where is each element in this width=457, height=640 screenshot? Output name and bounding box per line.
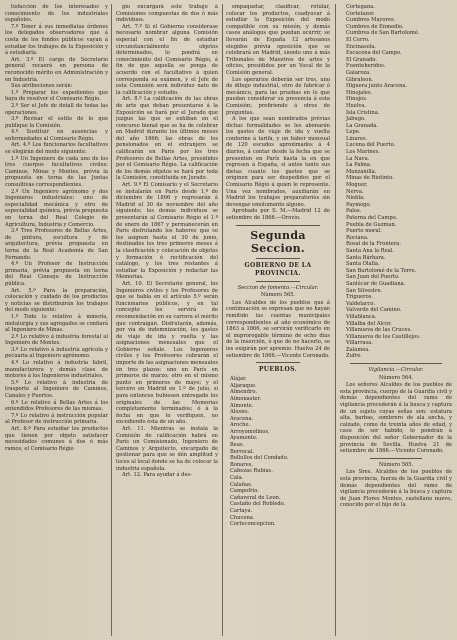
list-item: Ayamonte. [230,435,258,442]
list-item: Cala. [230,475,244,482]
list-item: Cumbres de Enmedio. [346,23,404,30]
paragraph: 1.º Todo lo relativo á minería, metalurgia y sus agregados se confiará al Ingeniero de Minas. [5,313,108,334]
list-item: Villarrasa. [346,340,373,347]
paragraph: 6.º Lo relativo á Bellas Artes á los entendidos Profesores de las mismas. [5,399,108,413]
paragraph: Art. 9.º El Comisario y el Secretario se instalarán en París desde 1.º de diciembre de 1866 y regresarán á Madrid el 30 de noviembre del año siguiente; los demás individuos se presentarán al Comisario Régio el 1.º de enero de 1867 y permanecerán en París disfrutando los haberes que se les asignen hasta el 30 de junio, destinados los tres primeros meses á la clasificación y colocación de objetos y formación ó rectificación del catálogo, y los tres restantes á estudiar la Exposición y redactar las Memorias. [116,182,218,281]
list-item: San Bartolomé de la Torre. [346,267,417,274]
paragraph: Art. 7.º Si el Gobierno considerase necesario nombrar alguna Comisión especial con el fin de estudiar circunstancialmente objetos determinados, lo pondrá en conocimiento del Comisario Régio, á fin de que aquella se ponga de acuerdo con el facultativo á quien corresponda su exámen, y el Jefe de esta Comisión será individuo nato de la calificación y estudio. [116,23,218,96]
list-item: Santa Ana la Real. [346,247,394,254]
paragraph: Sus atribuciones serán: [11,83,73,90]
circular-number: Número 565. [260,292,296,299]
paragraph: tisfacción de los interesados y conocimiento de los industriales españoles. [5,4,108,24]
circular-heading: Vigilancia.—Circular. [368,367,424,374]
list-item: Minas de Riotinto. [346,175,394,182]
paragraph: 2.º Un Ingeniero agrónomo y dos Ingenieros industriales: uno de especialidad mecánica y otro de especialidad química, prévia propuesta en terna del Real Colegio de Agricultura, Industria y Comercio. [5,188,108,228]
list-item: San Silvestre. [346,287,383,294]
paragraph: 3.º Revisar el estilo de lo que publique la Comisión. [5,116,108,129]
list-item: Alájar. [230,376,247,383]
list-item: Jabugo. [346,116,366,123]
list-item: Paymogo. [346,201,372,208]
circular-body: Los señores Alcaldes de los pueblos de esta provincia, cuerpo de la Guardia civil y demás dependientes del ramo de vigilancia procederán á la busca y captura de un sujeto cuyas señas son: estatura alta, barbas, sombrero de ala ancha, y calzado, como de treinta años de edad, y caso de ser habido, lo pondrán á disposición del señor Gobernador de la provincia de Sevilla. Huelva 21 de setiembre de 1866.—Vicente Coronado. [340,382,452,455]
list-item: Corteconcepcion. [230,521,276,528]
circular-number: Número 565. [378,461,414,468]
list-item: Huelva. [346,102,367,109]
list-item: Zufre. [346,353,362,360]
list-item: Castaño del Robledo. [230,501,286,508]
list-item: Paterna del Campo. [346,215,398,221]
list-item: Almonte. [230,402,254,409]
list-item: Cumbres de San Bartolomé. [346,30,420,37]
list-item: Bonares. [230,461,254,468]
list-item: Campofrio. [230,488,259,495]
text-column-4 [340,4,452,636]
list-item: Cumbres Mayores. [346,17,396,24]
paragraph: 1.º Un Ingeniero de cada uno de los tres cuerpos facultativos civiles: Caminos, Minas y Montes, prévia la propuesta en terna de las Juntas consultivas correspondientes. [5,155,108,189]
list-item: Aroche. [230,422,251,429]
paragraph: Art. 10. El Secretario general, los Ingenieros civiles y los Profesores de que se habla en el artículo 5.º serán funcionarios públicos, y en tal concepto les servirá de recomendación en su carrera el mérito que contraigan. Disfrutarán, además, por vía de indemnización, los gastos de viaje de ida y vuelta y las asignaciones mensuales que el Gobierno señale. Los Ingenieros civiles y los Profesores cobrarán el importe de las asignaciones mensuales en tres plazos: uno en París en primeros de marzo; otro en el mismo punto en primeros de mayo; y el tercero en Madrid en 1.º de julio, si para entonces hubiesen entregado los originales de las Memorias completamente terminados; ó á la fecha en que lo verifiquen, no excediendo ésta de un año. [116,280,218,426]
section-divider [256,362,300,363]
paragraph: 7.º Tener á sus inmediatas órdenes los delegados observadores que á costa de los fondos públicos vayan á estudiar los trabajos de la Exposición y á estudiarla. [5,23,108,57]
list-item: Valverde del Camino. [346,307,402,314]
list-item: Lepe. [346,129,361,136]
list-item: Encinasola. [346,43,377,50]
list-item: Cañaveral de Leon. [230,494,281,501]
list-item: El Granado. [346,56,377,63]
column-rule [222,4,223,636]
list-item: El Cerro. [346,36,370,43]
pueblos-list-continued [340,4,452,360]
circular-body: Los Sres. Alcaldes de los pueblos de esta provincia, fuerza de la Guardia civil y demás dependientes del ramo de vigilancia procederán á la busca y captura de Juan Flores Montes, castellano nuevo, conocido por el hijo de la [340,469,452,509]
paragraph: 4.º Un Profesor de Instrucción primaria, prévia propuesta en terna del Real Consejo de Instrucción pública. [5,261,108,287]
list-item: Villalba del Alcor. [346,320,392,327]
list-item: Almendro. [230,389,257,396]
list-item: Santa Bárbara. [346,254,386,261]
list-item: Sanlúcar de Guadiana. [346,280,406,287]
paragraph: empaquetar, clasificar, rotular, colocar los productos, coadyuvar á estudiar la Exposición del modo compatible con su misión, y demás casos análogos que puedan ocurrir, se llevarán de España 12 artesanos elegidos prévia oposición que se celebrará en Madrid, siendo uno á más Tribunales de Maestros de artes y oficios, presididos por un Vocal de la Comisión general. [226,4,330,76]
paragraph: Art. 11. Mientras se instala la Comisión de calificación habrá en París un Comisionado, Ingeniero de Caminos y Arquitecto, encargado de gestionar para que se dén amplitud y luces al local donde se ha de colocar la industria española. [116,426,218,472]
paragraph: 3.º Tres Profesores de Bellas Artes, de pintura, escultura y de arquitectura, prévia propuesta en terna de la Real Academia de San Fernando. [5,228,108,261]
list-item: Cabezas Rubias. [230,468,273,475]
pueblos-list [226,376,330,528]
circular-body: Los Alcaldes de los pueblos que á continuación se expresan que no hayan remitido las cuentas municipales correspondientes al año económico de 1863 á 1866, se servirán verificarlo en el improrogable término de ocho dias de la inserción, ó que de no hacerlo, se les exigirán por apremio. Huelva 24 de setiembre de 1866.—Vicente Coronado. [226,299,330,359]
list-heading: PUEBLOS. [258,366,298,374]
list-item: Gibraleon. [346,76,374,83]
column-rule [335,4,336,636]
list-item: Rosal de la Frontera. [346,241,401,248]
list-item: Cartaya. [230,508,253,514]
list-item: San Juan del Puerto. [346,274,400,281]
section-divider [350,363,442,364]
list-item: Chucena. [230,514,255,521]
paragraph: Los operarios deberán ser tres, uno de dibujo industrial, otro de fabricar ó mecánico, para las pruebas en lo que puedan considerar su presencia á esta Comisión; prefiriendo á otros de preguntas. [226,76,330,116]
list-item: Isla Cristina. [346,109,380,116]
list-item: Moguer. [346,182,368,189]
paragraph: 2.º Lo relativo á industria forestal al Ingeniero de Montes. [5,333,108,347]
paragraph: 5.º Lo relativo á industria de trasporte al Ingeniero de Caminos, Canales y Puertos. [5,379,108,400]
paragraph: Art. 6.º Para estudiar los productos que tienen por objeto satisfacer necesidades comunes á dos ó más ramos, el Comisario Régio [5,426,108,452]
list-item: Rociana. [346,234,369,241]
list-item: Puebla de Guzman. [346,221,397,228]
list-item: Aracena. [230,415,254,422]
paragraph: 3.º Lo relativo á industria agrícola y pecuaria al Ingeniero agrónomo. [5,346,108,360]
list-item: La Palma. [346,162,372,169]
list-item: Valdelarco. [346,300,375,307]
list-item: Lucena del Puerto. [346,142,396,149]
list-item: Villanueva de los Castillejos. [346,333,421,340]
list-item: Palos. [346,208,362,215]
circular-number: Número 564. [378,374,414,381]
signature-line: Aprobado por S. M.—Madrid 12 de setiembre de 1866.—Orovio. [226,208,330,221]
paragraph: Art. 3.º El cargo de Secretario general recaerá en persona de reconocido mérito en Administración y en Industria. [5,56,108,83]
list-item: Linares. [346,135,368,142]
section-divider [256,281,300,282]
section-divider [236,225,320,226]
paragraph: Art. 12. Para ayudar á des- [122,472,192,479]
list-item: Escacena del Campo. [346,50,402,57]
list-item: Berrocal. [230,448,255,455]
list-item: Calañas. [230,481,253,488]
list-item: La Nava. [346,155,370,162]
list-item: Los Marines. [346,149,380,156]
text-column-2 [116,4,218,636]
paragraph: 1.º Preparar los expedientes que haya de resolver el Comisario Régio. [5,89,108,103]
list-item: Trigueros. [346,294,373,301]
list-item: Santa Olalla. [346,261,380,268]
section-title: Segunda Seccion. [250,228,306,255]
section-divider [256,258,300,259]
list-item: Niebla. [346,195,365,202]
list-item: Aljaraque. [230,382,257,389]
list-item: Beas. [230,442,245,449]
circular-heading: Seccion de fomento.—Circular. [237,284,319,291]
paragraph: 4.º Lo relativo á industria fabril, manufacturera y demás clase de motores á los Ingenieros industriales. [5,360,108,380]
list-item: Galaroza. [346,69,371,76]
section-divider [370,458,422,459]
section-subtitle: GOBIERNO DE LA PROVINCIA. [244,261,312,277]
paragraph: Art. 4.º Los funcionarios facultativos se elegirán del modo siguiente: [5,142,108,156]
paragraph: Art. 5.º Para la preparación, colocación y cuidado de los productos y noticias se distribuirán los trabajos del modo siguiente: [5,287,108,314]
list-item: Villablanca. [346,313,377,320]
list-item: Almonaster. [230,395,261,402]
paragraph: 4.º Sustituir en ausencias y enfermedades al Comisario Régio. [5,129,108,142]
text-column-3 [226,4,330,636]
list-item: Alosno. [230,409,250,416]
paragraph: gio encargará este trabajo á Comisiones compuestas de dos ó más individuos. [116,4,218,24]
paragraph: Art. 8.º La calificación de las obras de arte que deban presentarse á la Exposición se hará por el Jurado que juzgue las que se exhiban en el concurso bienal que se ha de celebrar en Madrid durante los últimos meses del año 1866; las obras de los pensionados en el extranjero se calificarán en París por los tres Profesores de Bellas Artes, presididos por el Comisario Régio. La calificación de los demás objetos se hará por toda la Comisión, constituida en Jurado. [116,96,218,182]
list-item: Zalamea. [346,346,370,353]
text-column-1 [5,4,108,636]
list-item: Hinojos. [346,96,368,103]
paragraph: 2.º Ser el Jefe de detall de todas las operaciones. [5,102,108,116]
list-item: La Granada. [346,122,379,129]
list-item: Arroyomolinos. [230,428,270,435]
paragraph: A los que sean nombrados prévias dichas formalidades se les abonarán los gastos de viaje de ida y vuelta conforme á tarifa, y un haber mensual de 120 escudos aproximados á 4 diarios, á contar desde la fecha que se presenten en París hasta la en que regresen á España, si antes tanto sus dietas cuanto los gastos que se originen para ser despedidos por el Comisario Régio á quien le represente. Una vez nombrados, auxiliarán en Madrid los trabajos preparatorios sin devengar emolumento alguno. [226,116,330,208]
paragraph: 7.º Lo relativo á instrucción popular al Profesor de instrucción primaria. [5,412,108,426]
list-item: Bollullos del Condado. [230,455,289,462]
list-item: Hinojales. [346,89,373,96]
list-item: Fuenteheridos. [346,63,386,70]
list-item: Villanueva de las Cruces. [346,327,412,334]
list-item: Higuera junto Aracena. [346,83,408,90]
list-item: Manzanilla. [346,168,377,175]
list-item: Nerva. [346,188,364,195]
list-item: Cortegana. [346,4,375,10]
list-item: Cortelazor. [346,10,375,17]
list-item: Puerto moral. [346,228,382,235]
column-rule [111,4,112,636]
